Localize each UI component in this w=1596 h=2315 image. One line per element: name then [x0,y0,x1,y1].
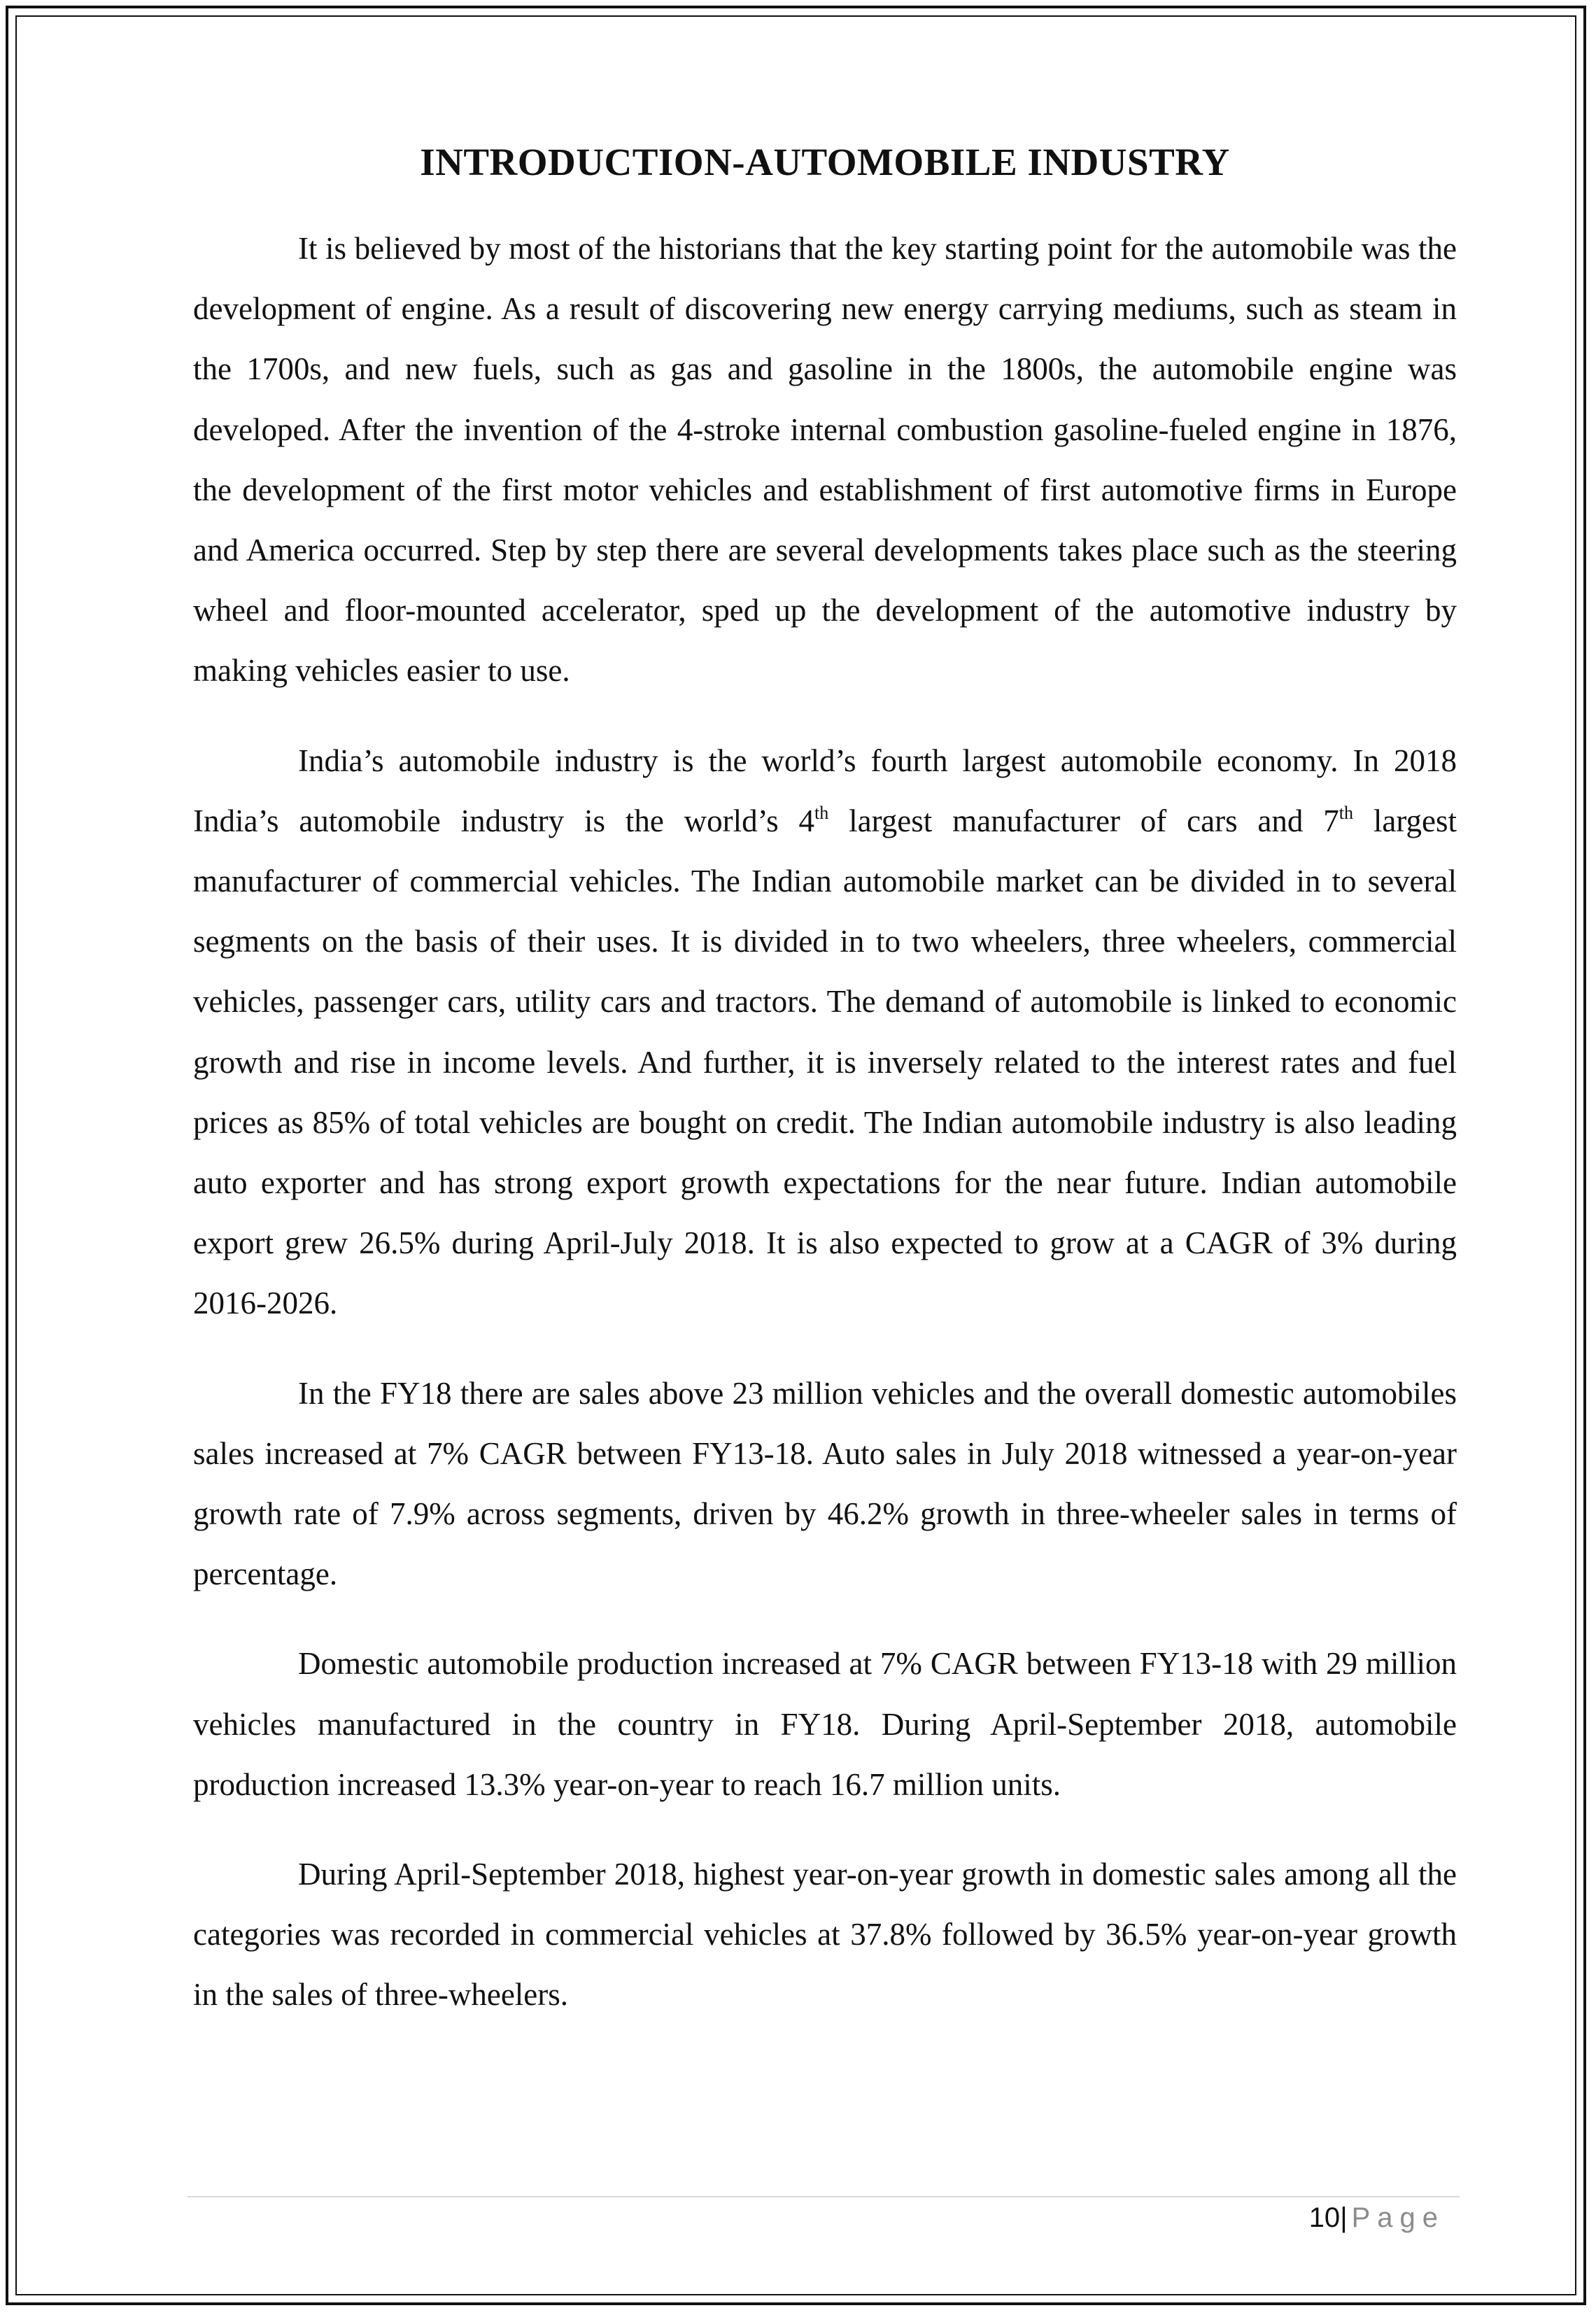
paragraph-growth: During April-September 2018, highest year-on-year growth in domestic sales among all the categories was recorded in commercial vehicles at 37.8% followed by 36.5% year-on-year growth in the sales of three-wheelers. [193,1857,1457,2013]
paragraph-text: largest manufacturer of commercial vehicles. The Indian automobile market can be divided in to several segments on the basis of their uses. It is divided in to two wheelers, three wheelers, commercial vehicles, passenger cars, utility cars and tractors. The demand of automobile is linked to economic growth and rise in income levels. And further, it is inversely related to the interest rates and fuel prices as 85% of total vehicles are bought on credit. The Indian automobile industry is also leading auto exporter and has strong export growth expectations for the near future. Indian automobile export grew 26.5% during April-July 2018. It is also expected to grow at a CAGR of 3% during 2016-2026. [193,803,1457,1321]
superscript-ordinal: th [1339,802,1353,823]
paragraph-production: Domestic automobile production increased at 7% CAGR between FY13-18 with 29 million vehicles manufactured in the country in FY18. During April-September 2018, automobile production increased 13.3% year-on-year to reach 16.7 million units. [193,1646,1457,1802]
paragraph-text: India’s automobile industry is the world’s fourth largest automobile economy. In 2018 India’s automobile industry is the world’s 4 [193,743,1457,838]
superscript-ordinal: th [814,802,829,823]
document-body [193,134,1457,2055]
paragraph-history: It is believed by most of the historians that the key starting point for the automobile was the development of engine. As a result of discovering new energy carrying mediums, such as steam in the 1700s, and new fuels, such as gas and gasoline in the 1800s, the automobile engine was developed. After the invention of the 4-stroke internal combustion gasoline-fueled engine in 1876, the development of the first motor vehicles and establishment of first automotive firms in Europe and America occurred. Step by step there are several developments takes place such as the steering wheel and floor-mounted accelerator, sped up the development of the automotive industry by making vehicles easier to use. [193,231,1457,689]
paragraph-india-industry [193,731,1457,1334]
paragraph-sales: In the FY18 there are sales above 23 million vehicles and the overall domestic automobiles sales increased at 7% CAGR between FY13-18. Auto sales in July 2018 witnessed a year-on-year growth rate of 7.9% across segments, driven by 46.2% growth in three-wheeler sales in terms of percentage. [193,1375,1457,1592]
page-number: 10 [1308,2202,1341,2233]
page-footer [1309,2202,1445,2234]
page-label: Page [1351,2202,1445,2233]
footer-divider [188,2196,1460,2197]
paragraph-text: largest manufacturer of cars and 7 [828,803,1339,838]
footer-separator: | [1340,2202,1348,2233]
page-title: INTRODUCTION-AUTOMOBILE INDUSTRY [420,141,1230,183]
